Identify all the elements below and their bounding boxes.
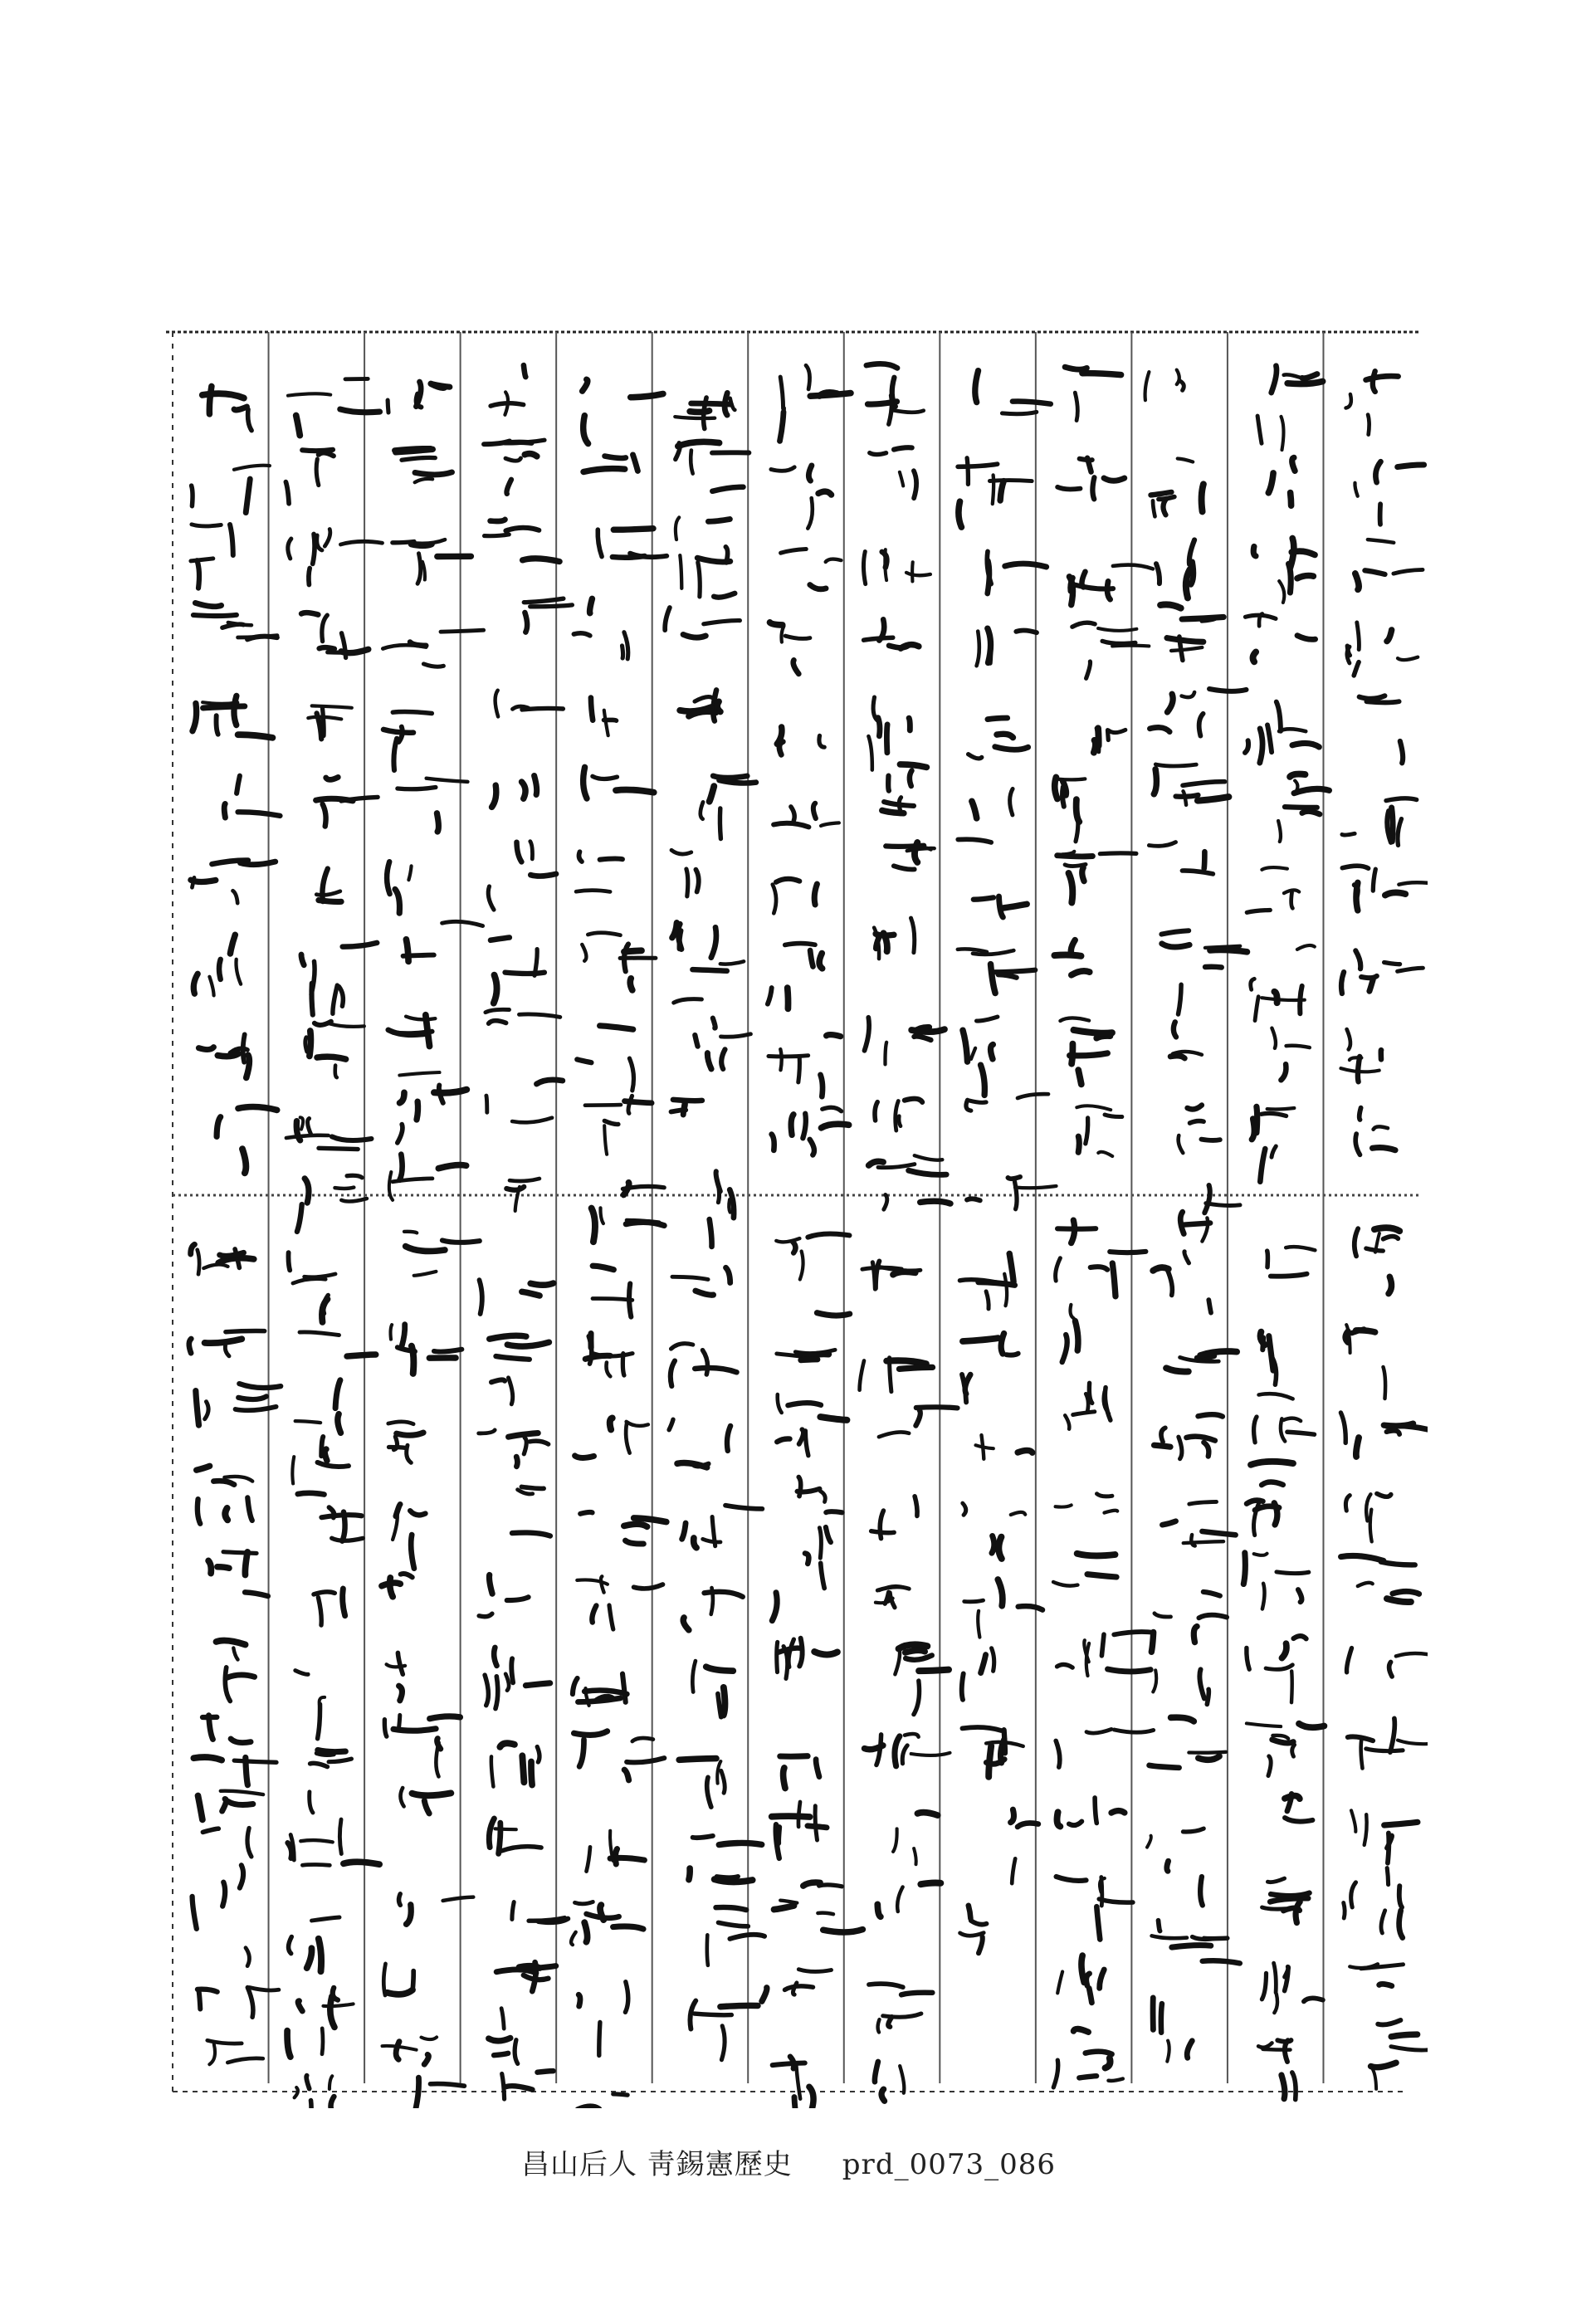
handwritten-glyph — [1153, 1669, 1208, 1721]
handwritten-glyph — [404, 1232, 480, 1276]
handwritten-glyph — [868, 697, 910, 770]
handwritten-glyph — [987, 551, 1046, 593]
handwritten-glyph — [671, 850, 699, 896]
handwritten-glyph — [577, 1026, 633, 1091]
handwritten-glyph — [399, 1894, 474, 1925]
handwritten-glyph — [1247, 867, 1299, 912]
handwritten-glyph — [867, 364, 924, 424]
handwritten-glyph — [1053, 1554, 1116, 1586]
handwritten-glyph — [308, 706, 352, 739]
handwritten-glyph — [1261, 1332, 1277, 1385]
handwritten-glyph — [1345, 1325, 1385, 1399]
handwritten-glyph — [192, 466, 270, 513]
handwritten-glyph — [1341, 1555, 1419, 1602]
handwritten-glyph — [288, 1819, 380, 1865]
handwritten-glyph — [580, 1512, 666, 1544]
handwritten-glyph — [710, 1171, 734, 1247]
handwritten-glyph — [960, 1906, 987, 1953]
handwritten-glyph — [593, 1266, 632, 1316]
handwritten-glyph — [585, 1334, 632, 1377]
handwritten-glyph — [773, 2057, 813, 2108]
handwritten-glyph — [488, 842, 556, 910]
handwritten-glyph — [388, 1015, 436, 1047]
handwritten-glyph — [771, 466, 832, 529]
handwritten-glyph — [777, 1638, 837, 1679]
handwritten-glyph — [591, 698, 617, 736]
handwritten-glyph — [485, 520, 560, 562]
handwritten-glyph — [1057, 1632, 1155, 1676]
handwritten-glyph — [583, 455, 637, 472]
handwritten-glyph — [587, 1831, 645, 1872]
handwritten-glyph — [1247, 1462, 1293, 1536]
handwritten-glyph — [393, 540, 471, 583]
handwritten-glyph — [582, 933, 656, 990]
handwritten-glyph — [772, 1107, 849, 1155]
handwritten-glyph — [301, 943, 377, 1015]
handwritten-glyph — [874, 918, 915, 959]
handwritten-glyph — [777, 727, 824, 754]
handwritten-glyph — [962, 1727, 1023, 1777]
handwritten-glyph — [388, 1422, 423, 1462]
handwritten-glyph — [286, 1117, 372, 1149]
handwritten-glyph — [877, 1883, 940, 1917]
handwritten-glyph — [1355, 461, 1423, 525]
handwritten-glyph — [583, 379, 663, 443]
handwritten-glyph — [486, 1009, 560, 1023]
handwritten-glyph — [286, 450, 333, 504]
handwritten-glyph — [491, 938, 544, 1003]
handwritten-glyph — [1153, 1998, 1192, 2062]
handwritten-glyph — [395, 448, 452, 482]
handwritten-glyph — [862, 1262, 920, 1290]
handwritten-glyph — [974, 896, 1027, 917]
handwritten-glyph — [512, 1902, 568, 1923]
handwritten-glyph — [872, 1496, 917, 1539]
handwritten-glyph — [865, 1018, 945, 1065]
handwritten-glyph — [1160, 604, 1223, 660]
handwritten-glyph — [1151, 459, 1204, 517]
handwritten-glyph — [776, 1233, 849, 1279]
handwritten-glyph — [198, 1948, 279, 2018]
handwritten-glyph — [674, 999, 751, 1069]
handwritten-glyph — [1341, 950, 1423, 994]
caption-code: prd_0073_086 — [842, 2148, 1057, 2181]
handwritten-glyph — [574, 1731, 665, 1780]
handwritten-glyph — [1346, 371, 1399, 434]
handwritten-glyph — [1152, 1921, 1240, 1964]
handwritten-glyph — [1355, 1228, 1399, 1293]
handwritten-glyph — [390, 1325, 461, 1374]
handwritten-glyph — [1057, 1877, 1133, 1940]
handwritten-glyph — [959, 1253, 1014, 1309]
handwriting-strokes — [189, 364, 1428, 2108]
handwritten-glyph — [193, 696, 273, 737]
handwritten-glyph — [489, 1819, 541, 1853]
handwritten-glyph — [389, 1155, 466, 1200]
handwritten-glyph — [1179, 1106, 1220, 1154]
handwritten-glyph — [683, 1588, 743, 1630]
handwritten-glyph — [398, 779, 468, 832]
handwritten-glyph — [958, 458, 1032, 527]
handwritten-glyph — [1247, 1636, 1306, 1702]
handwritten-glyph — [289, 1917, 339, 1971]
handwritten-glyph — [1094, 728, 1125, 752]
handwritten-glyph — [768, 944, 823, 1009]
handwritten-glyph — [864, 619, 919, 648]
handwritten-glyph — [585, 1096, 652, 1154]
handwritten-glyph — [387, 862, 412, 913]
handwritten-glyph — [876, 1586, 909, 1608]
handwritten-glyph — [865, 1734, 950, 1766]
handwritten-glyph — [773, 879, 818, 913]
handwritten-glyph — [679, 1759, 725, 1808]
handwritten-glyph — [314, 1589, 345, 1625]
handwritten-glyph — [882, 764, 927, 813]
manuscript-image — [158, 315, 1428, 2108]
handwritten-glyph — [1267, 1247, 1316, 1277]
handwritten-glyph — [769, 1035, 841, 1097]
handwritten-glyph — [780, 1756, 819, 1789]
handwritten-glyph — [491, 1743, 540, 1786]
handwritten-glyph — [1251, 945, 1315, 1021]
handwritten-glyph — [692, 1661, 733, 1717]
handwritten-glyph — [1062, 1305, 1078, 1362]
handwritten-glyph — [672, 923, 744, 971]
handwritten-glyph — [963, 1017, 998, 1095]
handwritten-glyph — [1161, 930, 1247, 1014]
handwritten-glyph — [1340, 1413, 1428, 1457]
handwritten-glyph — [958, 949, 1036, 993]
handwritten-glyph — [964, 1579, 1042, 1638]
handwritten-glyph — [780, 365, 851, 441]
handwritten-glyph — [665, 593, 740, 637]
caption-title: 昌山后人 靑錫憲歷史 — [520, 2148, 793, 2181]
handwritten-glyph — [762, 1970, 832, 2002]
handwritten-glyph — [893, 1813, 938, 1865]
handwritten-glyph — [676, 442, 749, 491]
handwritten-glyph — [208, 1552, 268, 1596]
column-rules — [269, 332, 1324, 2083]
handwritten-glyph — [1278, 774, 1329, 842]
handwritten-glyph — [489, 2038, 554, 2099]
handwritten-glyph — [962, 1648, 994, 1700]
handwritten-glyph — [484, 440, 544, 494]
handwritten-glyph — [963, 1503, 1025, 1559]
handwritten-glyph — [870, 447, 916, 498]
handwritten-glyph — [198, 1034, 249, 1077]
handwritten-glyph — [1156, 540, 1194, 598]
handwritten-glyph — [203, 386, 251, 430]
handwritten-glyph — [1150, 1752, 1226, 1768]
handwritten-glyph — [496, 691, 564, 717]
handwritten-glyph — [1145, 370, 1184, 401]
handwritten-glyph — [770, 622, 810, 674]
handwritten-glyph — [869, 1155, 950, 1209]
handwritten-glyph — [197, 1466, 253, 1523]
handwritten-glyph — [1371, 2020, 1428, 2089]
handwritten-glyph — [1065, 367, 1121, 420]
handwritten-glyph — [288, 530, 383, 585]
handwritten-glyph — [310, 1750, 352, 1814]
handwritten-glyph — [1153, 1252, 1211, 1313]
handwritten-glyph — [193, 935, 241, 995]
handwritten-glyph — [316, 869, 341, 902]
handwritten-glyph — [1253, 539, 1315, 603]
handwritten-glyph — [1347, 622, 1418, 676]
handwritten-glyph — [496, 1962, 556, 2029]
handwritten-glyph — [675, 393, 735, 428]
handwritten-glyph — [486, 1080, 563, 1122]
handwritten-glyph — [969, 718, 1028, 759]
handwritten-glyph — [485, 1648, 550, 1709]
handwritten-glyph — [382, 1574, 413, 1597]
handwritten-glyph — [575, 1418, 648, 1458]
handwritten-glyph — [863, 549, 930, 584]
handwritten-glyph — [288, 378, 380, 435]
handwritten-glyph — [1346, 1648, 1428, 1677]
handwritten-glyph — [1245, 614, 1315, 662]
handwritten-glyph — [301, 613, 369, 657]
handwritten-glyph — [875, 2062, 904, 2101]
handwritten-glyph — [781, 549, 842, 589]
handwritten-glyph — [1268, 457, 1295, 505]
handwritten-glyph — [1155, 1414, 1223, 1458]
handwritten-glyph — [669, 1419, 730, 1467]
handwritten-glyph — [1057, 1798, 1124, 1827]
handwritten-glyph — [224, 776, 280, 818]
handwritten-glyph — [1262, 1963, 1322, 2013]
handwritten-glyph — [298, 1493, 363, 1541]
handwritten-glyph — [1162, 1501, 1235, 1545]
handwritten-glyph — [1180, 1185, 1240, 1242]
handwritten-glyph — [191, 1244, 254, 1274]
handwritten-glyph — [1350, 1964, 1403, 1985]
handwritten-glyph — [1342, 866, 1428, 911]
handwritten-glyph — [208, 2040, 263, 2064]
handwritten-glyph — [1351, 1810, 1418, 1863]
handwritten-glyph — [976, 1435, 1033, 1459]
handwritten-glyph — [777, 1313, 850, 1360]
handwritten-glyph — [573, 1674, 627, 1706]
handwritten-glyph — [672, 1267, 730, 1295]
handwritten-glyph — [384, 1715, 460, 1776]
manuscript-page — [158, 315, 1428, 2108]
handwritten-glyph — [217, 1641, 255, 1702]
handwritten-glyph — [479, 1430, 549, 1467]
handwritten-glyph — [579, 1982, 628, 2056]
handwritten-glyph — [491, 365, 525, 415]
handwritten-glyph — [869, 1984, 933, 2032]
handwritten-glyph — [860, 1358, 933, 1392]
handwritten-glyph — [193, 603, 277, 639]
handwritten-glyph — [886, 842, 935, 870]
handwritten-glyph — [1166, 1351, 1237, 1372]
handwritten-glyph — [1344, 1868, 1403, 1938]
handwritten-glyph — [592, 1183, 665, 1243]
handwritten-glyph — [480, 1280, 554, 1314]
handwritten-glyph — [1149, 842, 1213, 874]
handwritten-glyph — [777, 1394, 847, 1456]
handwritten-glyph — [577, 1576, 662, 1629]
handwritten-glyph — [1341, 1029, 1382, 1081]
handwritten-glyph — [1272, 1028, 1309, 1081]
handwritten-glyph — [1258, 2040, 1296, 2100]
handwritten-glyph — [1252, 1106, 1294, 1181]
handwritten-glyph — [1355, 1108, 1395, 1155]
handwritten-glyph — [967, 1177, 1057, 1209]
handwritten-glyph — [383, 1964, 413, 1995]
handwritten-glyph — [682, 1506, 763, 1548]
handwritten-glyph — [1053, 2029, 1123, 2087]
handwritten-glyph — [305, 1022, 364, 1077]
handwritten-glyph — [571, 1902, 643, 1945]
handwritten-glyph — [578, 2094, 627, 2108]
handwritten-glyph — [875, 1099, 922, 1130]
handwritten-glyph — [191, 525, 233, 588]
handwritten-glyph — [1262, 1878, 1310, 1922]
handwritten-glyph — [1257, 366, 1323, 450]
handwritten-glyph — [1057, 852, 1136, 903]
handwritten-glyph — [387, 1653, 406, 1700]
handwritten-glyph — [574, 598, 627, 659]
handwritten-glyph — [193, 1716, 276, 1785]
handwritten-glyph — [576, 852, 622, 891]
handwritten-glyph — [689, 1836, 762, 1882]
handwritten-glyph — [295, 1671, 325, 1739]
handwritten-glyph — [1065, 1383, 1111, 1428]
handwritten-glyph — [288, 1252, 335, 1322]
handwritten-glyph — [975, 371, 1051, 414]
handwritten-glyph — [1345, 1494, 1390, 1542]
handwritten-glyph — [1170, 1022, 1202, 1058]
handwritten-glyph — [598, 529, 666, 558]
handwritten-glyph — [1355, 540, 1423, 589]
handwritten-glyph — [1151, 1592, 1227, 1652]
handwritten-glyph — [774, 803, 839, 828]
handwritten-glyph — [1360, 696, 1403, 763]
handwritten-glyph — [403, 921, 483, 961]
handwritten-glyph — [1057, 458, 1125, 500]
handwritten-glyph — [1060, 1018, 1112, 1084]
handwritten-glyph — [1150, 689, 1246, 736]
handwritten-glyph — [193, 1865, 244, 1929]
handwritten-glyph — [1285, 1794, 1313, 1821]
handwritten-glyph — [1057, 1955, 1104, 2003]
handwritten-glyph — [707, 1907, 764, 1965]
handwritten-glyph — [1011, 1809, 1038, 1883]
handwritten-glyph — [671, 1344, 737, 1386]
handwritten-glyph — [1254, 1394, 1315, 1443]
handwritten-glyph — [1056, 1494, 1118, 1513]
handwritten-glyph — [1245, 702, 1319, 764]
handwritten-glyph — [1154, 764, 1228, 805]
handwritten-glyph — [492, 776, 537, 808]
handwritten-glyph — [1247, 1723, 1325, 1775]
handwritten-glyph — [1055, 777, 1086, 841]
handwritten-glyph — [879, 1407, 958, 1437]
handwritten-glyph — [388, 382, 450, 413]
handwritten-glyph — [383, 630, 483, 666]
handwritten-glyph — [1056, 1729, 1154, 1767]
handwritten-glyph — [958, 788, 1013, 842]
handwritten-glyph — [772, 1554, 824, 1621]
handwritten-glyph — [798, 1477, 842, 1559]
handwritten-glyph — [401, 1788, 452, 1814]
handwritten-glyph — [895, 1644, 949, 1714]
handwritten-glyph — [512, 1487, 550, 1536]
handwritten-glyph — [198, 1791, 264, 1857]
handwritten-glyph — [479, 1575, 529, 1617]
handwritten-glyph — [1348, 1718, 1428, 1768]
handwritten-glyph — [676, 517, 730, 597]
handwritten-glyph — [292, 1414, 349, 1484]
page-caption — [0, 2141, 1577, 2182]
handwritten-glyph — [977, 628, 1037, 666]
handwritten-glyph — [1072, 622, 1149, 678]
handwritten-glyph — [962, 1334, 1018, 1403]
handwritten-glyph — [1243, 1553, 1309, 1609]
handwritten-glyph — [1069, 565, 1153, 605]
handwritten-glyph — [398, 1072, 466, 1143]
handwritten-glyph — [524, 598, 572, 632]
handwritten-glyph — [383, 2037, 465, 2108]
handwritten-glyph — [1054, 940, 1089, 975]
handwritten-glyph — [1147, 1828, 1204, 1905]
handwritten-glyph — [1077, 1106, 1122, 1156]
handwritten-glyph — [671, 1100, 702, 1115]
handwritten-glyph — [774, 1882, 863, 1932]
handwritten-glyph — [287, 1988, 354, 2057]
handwritten-glyph — [383, 712, 432, 770]
handwritten-glyph — [316, 777, 378, 826]
handwritten-glyph — [490, 1335, 549, 1404]
handwritten-glyph — [772, 1802, 827, 1858]
handwritten-glyph — [191, 860, 276, 903]
handwritten-glyph — [297, 1175, 367, 1232]
handwritten-glyph — [1342, 798, 1417, 846]
handwritten-glyph — [189, 1330, 265, 1355]
handwritten-glyph — [583, 767, 654, 798]
handwritten-glyph — [393, 1504, 425, 1568]
handwritten-glyph — [680, 690, 720, 720]
